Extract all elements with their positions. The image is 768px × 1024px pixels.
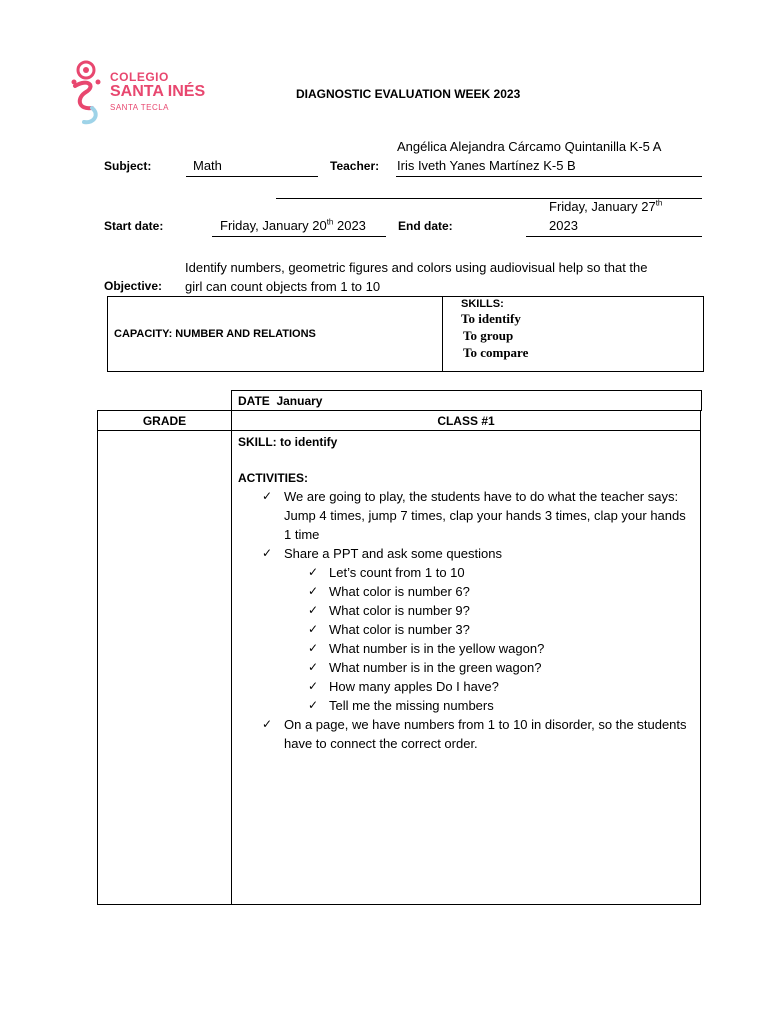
skills-cell bbox=[443, 297, 704, 372]
check-icon: ✓ bbox=[262, 489, 273, 503]
logo-line1: COLEGIO bbox=[110, 70, 169, 84]
activities-heading: ACTIVITIES: bbox=[238, 471, 309, 485]
document-title: DIAGNOSTIC EVALUATION WEEK 2023 bbox=[296, 87, 521, 101]
class-content-cell bbox=[232, 431, 701, 905]
subject-underline bbox=[186, 176, 318, 177]
check-icon: ✓ bbox=[308, 622, 319, 636]
subject-value: Math bbox=[193, 158, 222, 173]
question-item bbox=[308, 620, 694, 639]
activity-list-2 bbox=[262, 715, 694, 753]
skill-heading: SKILL: to identify bbox=[238, 435, 338, 449]
class-header-label: CLASS #1 bbox=[437, 413, 495, 428]
grade-cell bbox=[98, 431, 232, 905]
activity-item bbox=[262, 487, 694, 544]
end-date-text: Friday, January 27 bbox=[549, 199, 656, 214]
question-item bbox=[308, 601, 694, 620]
grade-header-label: GRADE bbox=[142, 413, 187, 428]
check-icon: ✓ bbox=[308, 679, 319, 693]
check-icon: ✓ bbox=[308, 641, 319, 655]
question-item bbox=[308, 639, 694, 658]
school-logo bbox=[66, 58, 226, 130]
skill-item-compare: To compare bbox=[463, 345, 529, 360]
question-list bbox=[308, 563, 694, 715]
question-text: What number is in the yellow wagon? bbox=[329, 641, 545, 656]
objective-label: Objective: bbox=[104, 279, 163, 293]
plan-table bbox=[97, 410, 701, 905]
check-icon: ✓ bbox=[262, 717, 273, 731]
logo-emblem-icon bbox=[66, 58, 106, 130]
question-text: What number is in the green wagon? bbox=[329, 660, 542, 675]
question-item bbox=[308, 677, 694, 696]
start-date-text: Friday, January 20 bbox=[220, 218, 327, 233]
question-item bbox=[308, 658, 694, 677]
start-date-underline bbox=[212, 236, 386, 237]
question-item bbox=[308, 696, 694, 715]
start-date-value bbox=[220, 218, 366, 233]
check-icon: ✓ bbox=[262, 546, 273, 560]
start-date-sup: th bbox=[326, 217, 334, 227]
question-item bbox=[308, 563, 694, 582]
end-date-sup: th bbox=[655, 198, 663, 208]
check-icon: ✓ bbox=[308, 698, 319, 712]
teacher-underline bbox=[396, 176, 702, 177]
check-icon: ✓ bbox=[308, 565, 319, 579]
question-text: Tell me the missing numbers bbox=[329, 698, 494, 713]
class-header bbox=[232, 411, 701, 431]
capacity-table bbox=[107, 296, 704, 372]
activity-text: We are going to play, the students have to do what the teacher says: Jump 4 times, jump 7 times, clap your hands 3 times, clap your hands 1 time bbox=[284, 489, 686, 542]
question-text: What color is number 9? bbox=[329, 603, 470, 618]
teacher-label: Teacher: bbox=[330, 159, 380, 173]
objective-line1: Identify numbers, geometric figures and colors using audiovisual help so that the bbox=[185, 260, 648, 275]
question-text: What color is number 6? bbox=[329, 584, 470, 599]
logo-line2: SANTA INÉS bbox=[110, 83, 206, 100]
capacity-label: CAPACITY: NUMBER AND RELATIONS bbox=[114, 328, 316, 340]
activity-item bbox=[262, 715, 694, 753]
skill-item-identify: To identify bbox=[461, 311, 521, 326]
skills-label: SKILLS: bbox=[461, 298, 504, 310]
check-icon: ✓ bbox=[308, 584, 319, 598]
subject-label: Subject: bbox=[104, 159, 152, 173]
end-date-underline bbox=[526, 236, 702, 237]
logo-line3: SANTA TECLA bbox=[110, 103, 169, 112]
teacher-line2: Iris Iveth Yanes Martínez K-5 B bbox=[397, 158, 576, 173]
activity-item bbox=[262, 544, 694, 563]
activity-text: Share a PPT and ask some questions bbox=[284, 546, 502, 561]
check-icon: ✓ bbox=[308, 603, 319, 617]
activity-text: On a page, we have numbers from 1 to 10 in disorder, so the students have to connect the correct order. bbox=[284, 717, 687, 751]
capacity-cell bbox=[108, 297, 443, 372]
question-text: How many apples Do I have? bbox=[329, 679, 499, 694]
activity-list bbox=[262, 487, 694, 563]
date-cell bbox=[231, 390, 702, 411]
end-date-label: End date: bbox=[398, 219, 453, 233]
question-item bbox=[308, 582, 694, 601]
question-text: Let’s count from 1 to 10 bbox=[329, 565, 465, 580]
teacher-line1: Angélica Alejandra Cárcamo Quintanilla K-5 A bbox=[397, 139, 662, 154]
end-date-year: 2023 bbox=[549, 218, 578, 233]
check-icon: ✓ bbox=[308, 660, 319, 674]
start-date-label: Start date: bbox=[104, 219, 164, 233]
end-date-value bbox=[549, 199, 662, 214]
date-label: DATE January bbox=[238, 394, 323, 408]
skill-item-group: To group bbox=[463, 328, 514, 343]
question-text: What color is number 3? bbox=[329, 622, 470, 637]
objective-line2: girl can count objects from 1 to 10 bbox=[185, 279, 381, 294]
grade-header bbox=[98, 411, 232, 431]
start-date-year: 2023 bbox=[333, 218, 366, 233]
